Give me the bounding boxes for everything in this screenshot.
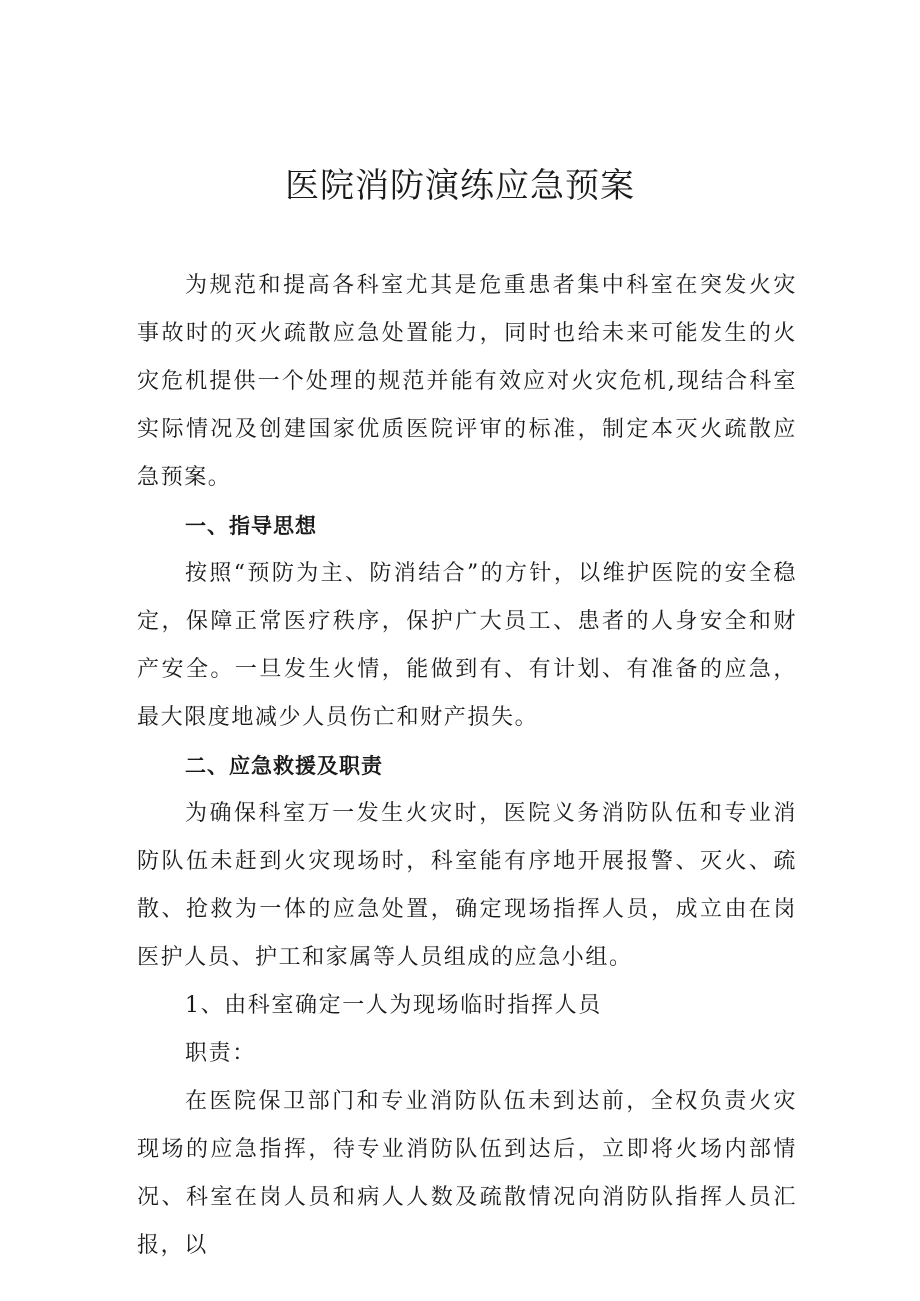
duty-paragraph: 在医院保卫部门和专业消防队伍未到达前，全权负责火灾现场的应急指挥，待专业消防队伍到达后，立即将火场内部情况、科室在岗人员和病人人数及疏散情况向消防队指挥人员汇报，以	[137, 1089, 797, 1258]
document-title: 医院消防演练应急预案	[285, 166, 635, 206]
list-item-commander: 1、由科室确定一人为现场临时指挥人员	[185, 993, 602, 1018]
guiding-thought-paragraph: 按照“预防为主、防消结合”的方针，以维护医院的安全稳定，保障正常医疗秩序，保护广大员工、患者的人身安全和财产安全。一旦发生火情，能做到有、有计划、有准备的应急，最大限度地减少人员伤亡和财产损失。	[137, 561, 797, 730]
intro-paragraph: 为规范和提高各科室尤其是危重患者集中科室在突发火灾事故时的灭火疏散应急处置能力，同时也给未来可能发生的火灾危机提供一个处理的规范并能有效应对火灾危机,现结合科室实际情况及创建国家优质医院评审的标准，制定本灭火疏散应急预案。	[137, 273, 797, 490]
document-body	[137, 262, 797, 1270]
section-heading-guiding-thought: 一、指导思想	[185, 514, 317, 538]
emergency-rescue-paragraph: 为确保科室万一发生火灾时，医院义务消防队伍和专业消防队伍未赶到火灾现场时，科室能有序地开展报警、灭火、疏散、抢救为一体的应急处置，确定现场指挥人员，成立由在岗医护人员、护工和家属等人员组成的应急小组。	[137, 801, 797, 970]
duty-label: 职责：	[185, 1041, 256, 1066]
section-heading-emergency-rescue: 二、应急救援及职责	[185, 754, 383, 778]
